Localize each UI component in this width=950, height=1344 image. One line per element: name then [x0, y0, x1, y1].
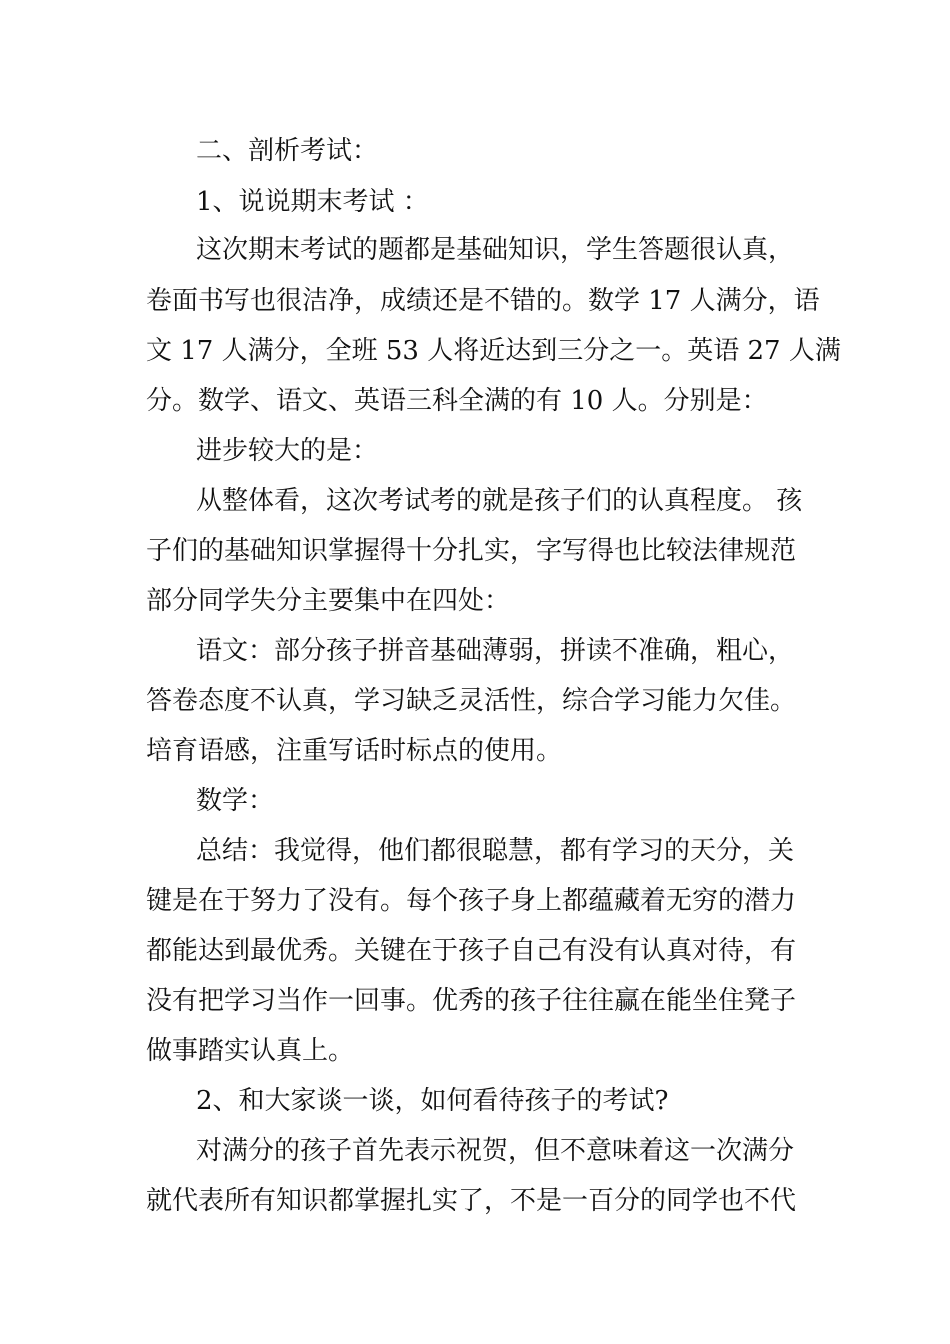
- paragraph-line: 键是在于努力了没有。每个孩子身上都蕴藏着无穷的潜力: [146, 886, 797, 916]
- paragraph-line: 从整体看，这次考试考的就是孩子们的认真程度。 孩: [196, 486, 803, 516]
- section-heading: 二、剖析考试：: [196, 136, 379, 166]
- paragraph-line: 部分同学失分主要集中在四处：: [146, 586, 511, 616]
- subsection-heading: 1、说说期末考试 ：: [196, 187, 429, 217]
- paragraph-line: 做事踏实认真上。: [146, 1036, 355, 1066]
- subsection-heading: 2、和大家谈一谈，如何看待孩子的考试?: [196, 1086, 669, 1116]
- paragraph-line: 这次期末考试的题都是基础知识，学生答题很认真，: [196, 235, 795, 265]
- paragraph-line: 卷面书写也很洁净，成绩还是不错的。数学 17 人满分，语: [146, 286, 820, 316]
- paragraph-line: 对满分的孩子首先表示祝贺，但不意味着这一次满分: [196, 1136, 795, 1166]
- paragraph-line: 分。数学、语文、英语三科全满的有 10 人。分别是：: [146, 386, 768, 416]
- paragraph-line: 子们的基础知识掌握得十分扎实，字写得也比较法律规范: [146, 536, 797, 566]
- paragraph-line: 就代表所有知识都掌握扎实了，不是一百分的同学也不代: [146, 1186, 797, 1216]
- paragraph-line: 进步较大的是：: [196, 436, 379, 466]
- paragraph-line: 数学：: [196, 786, 275, 816]
- paragraph-line: 都能达到最优秀。关键在于孩子自己有没有认真对待，有: [146, 936, 797, 966]
- paragraph-line: 总结：我觉得，他们都很聪慧，都有学习的天分，关: [196, 836, 795, 866]
- paragraph-line: 答卷态度不认真，学习缺乏灵活性，综合学习能力欠佳。: [146, 686, 797, 716]
- paragraph-line: 语文：部分孩子拼音基础薄弱，拼读不准确，粗心，: [196, 636, 795, 666]
- paragraph-line: 培育语感，注重写话时标点的使用。: [146, 736, 563, 766]
- paragraph-line: 没有把学习当作一回事。优秀的孩子往往赢在能坐住凳子: [146, 986, 797, 1016]
- paragraph-line: 文 17 人满分，全班 53 人将近达到三分之一。英语 27 人满: [146, 336, 841, 366]
